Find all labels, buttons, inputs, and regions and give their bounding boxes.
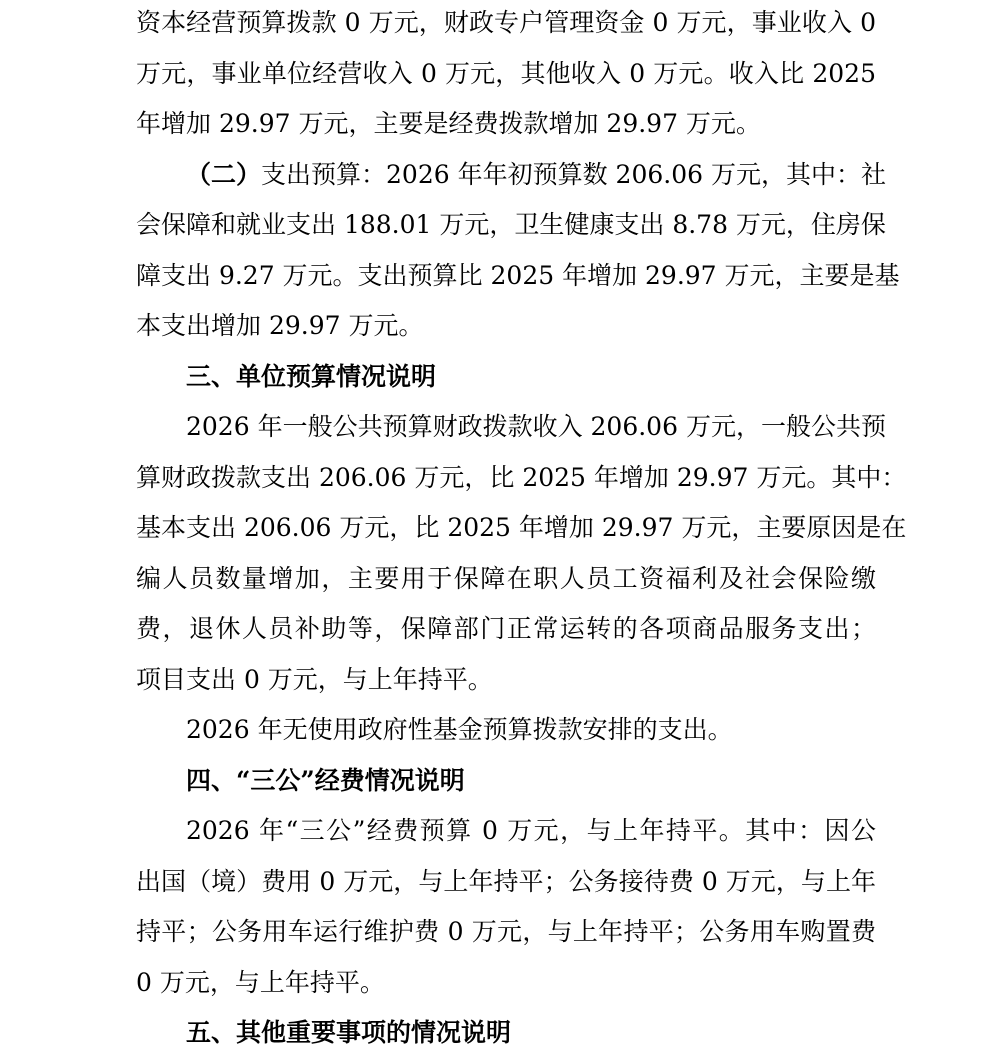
expenditure-text: 支出预算：2026 年年初预算数 206.06 万元，其中：社 [261,160,886,189]
paragraph-line: 持平；公务用车运行维护费 0 万元，与上年持平；公务用车购置费 [136,917,876,946]
section-heading-three-public: 四、“三公”经费情况说明 [186,766,465,795]
paragraph-line: 障支出 9.27 万元。支出预算比 2025 年增加 29.97 万元，主要是基 [136,261,900,290]
paragraph-line: 算财政拨款支出 206.06 万元，比 2025 年增加 29.97 万元。其中： [136,463,907,492]
paragraph-line: 2026 年一般公共预算财政拨款收入 206.06 万元，一般公共预 [186,412,886,441]
paragraph-line: 年增加 29.97 万元，主要是经费拨款增加 29.97 万元。 [136,109,761,138]
paragraph-line: 0 万元，与上年持平。 [136,968,385,997]
expenditure-heading: （二） [186,160,262,189]
expenditure-budget-line [186,158,886,192]
paragraph-line: 编人员数量增加，主要用于保障在职人员工资福利及社会保险缴 [136,564,876,593]
paragraph-line: 本支出增加 29.97 万元。 [136,311,424,340]
paragraph-line: 2026 年“三公”经费预算 0 万元，与上年持平。其中：因公 [186,816,876,845]
paragraph-line: 资本经营预算拨款 0 万元，财政专户管理资金 0 万元，事业收入 0 [136,8,876,37]
section-heading-unit-budget: 三、单位预算情况说明 [186,362,437,391]
section-heading-other-matters: 五、其他重要事项的情况说明 [186,1018,512,1047]
paragraph-line: 万元，事业单位经营收入 0 万元，其他收入 0 万元。收入比 2025 [136,59,876,88]
paragraph-line: 会保障和就业支出 188.01 万元，卫生健康支出 8.78 万元，住房保 [136,210,886,239]
paragraph-line: 项目支出 0 万元，与上年持平。 [136,665,493,694]
paragraph-line: 基本支出 206.06 万元，比 2025 年增加 29.97 万元，主要原因是在 [136,513,907,542]
paragraph-line: 2026 年无使用政府性基金预算拨款安排的支出。 [186,715,733,744]
paragraph-line: 费，退休人员补助等，保障部门正常运转的各项商品服务支出； [136,614,876,643]
paragraph-line: 出国（境）费用 0 万元，与上年持平；公务接待费 0 万元，与上年 [136,867,876,896]
